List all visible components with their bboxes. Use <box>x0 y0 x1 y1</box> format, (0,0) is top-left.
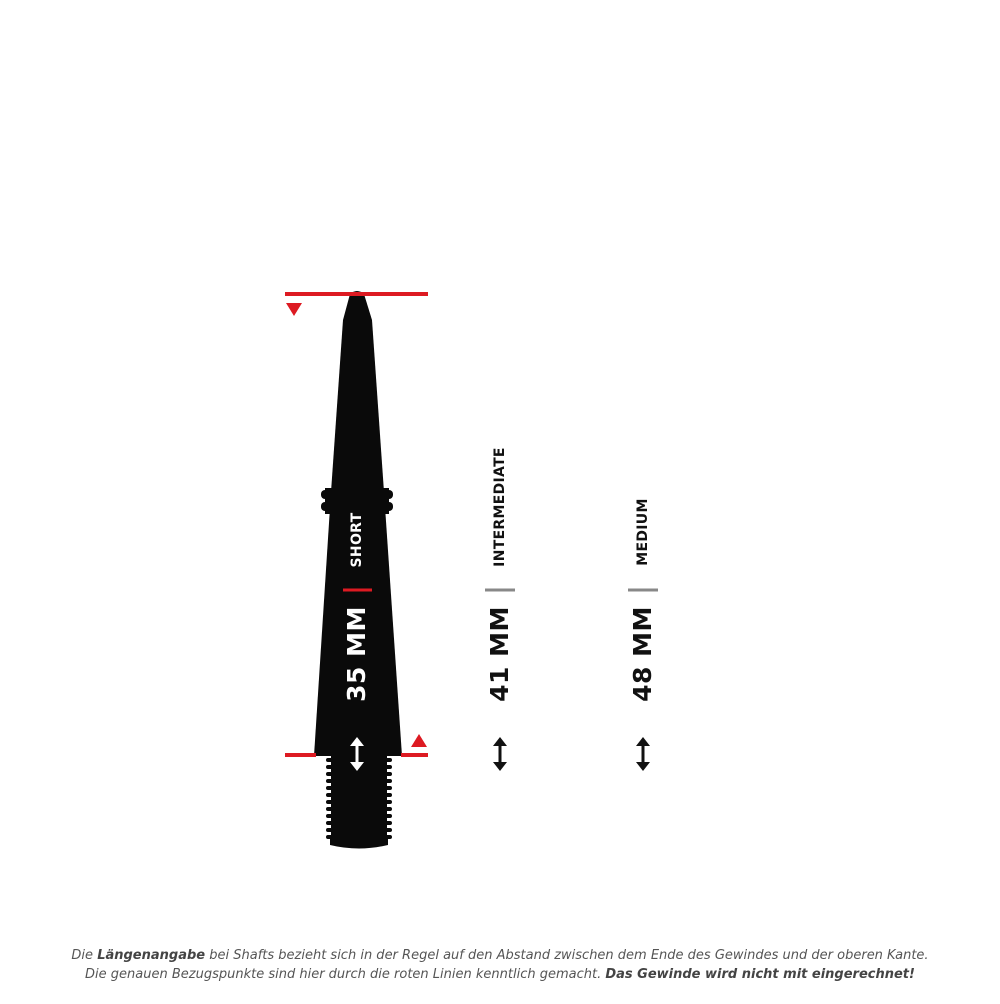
medium-length-value: 48 MM <box>628 606 657 702</box>
shaft-thread-tip <box>330 838 388 849</box>
top-red-triangle-marker-icon <box>286 303 302 316</box>
footnote-line-1-bold: Längenangabe <box>97 948 206 963</box>
footnote <box>0 946 1000 984</box>
short-length-value: 35 MM <box>342 606 371 702</box>
shaft-thread <box>326 756 392 840</box>
intermediate-size-name: INTERMEDIATE <box>492 447 508 567</box>
short-size-name: SHORT <box>349 512 365 568</box>
footnote-line-2 <box>0 965 1000 984</box>
medium-size-name: MEDIUM <box>635 498 651 566</box>
footnote-line-2-prefix: Die genauen Bezugspunkte sind hier durch die roten Linien kenntlich gemacht. <box>85 967 606 982</box>
footnote-line-1-prefix: Die <box>71 948 98 963</box>
footnote-line-1 <box>0 946 1000 965</box>
footnote-line-1-suffix: bei Shafts bezieht sich in der Regel auf den Abstand zwischen dem Ende des Gewindes und der oberen Kante. <box>205 948 929 963</box>
footnote-line-2-bold: Das Gewinde wird nicht mit eingerechnet! <box>605 967 915 982</box>
intermediate-length-value: 41 MM <box>485 606 514 702</box>
bottom-red-triangle-marker-icon <box>411 734 427 747</box>
